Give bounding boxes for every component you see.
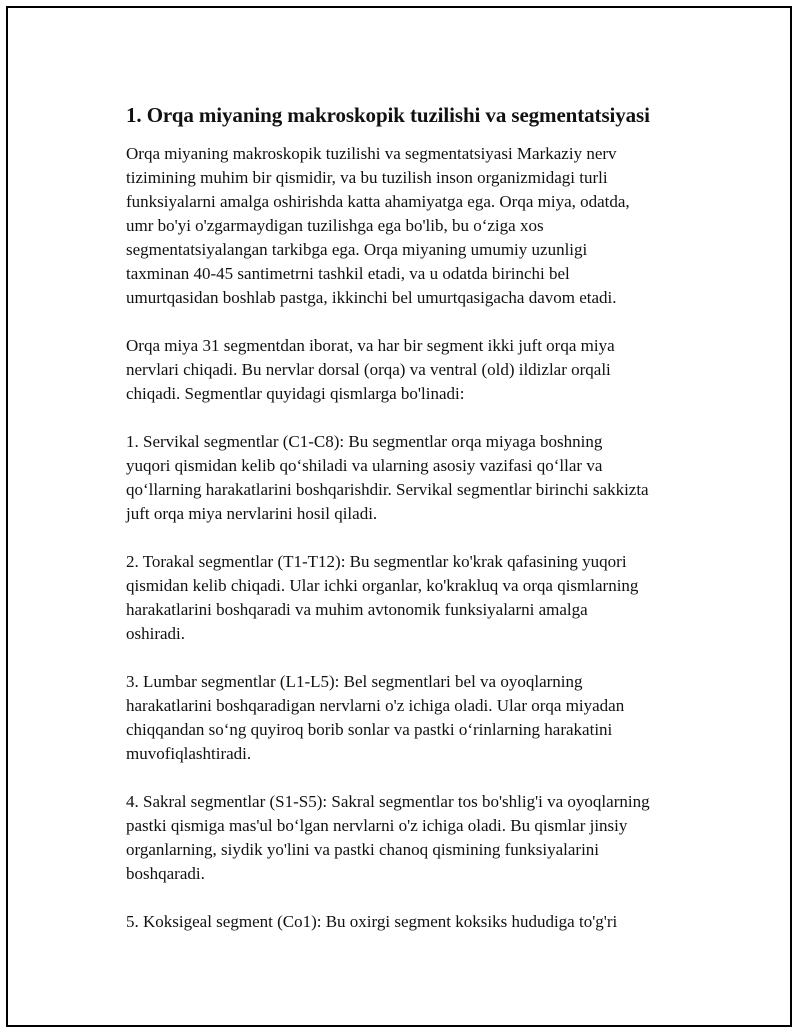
thoracic-segments-paragraph: 2. Torakal segmentlar (T1-T12): Bu segmentlar ko'krak qafasining yuqori qismidan kelib chiqadi. Ular ichki organlar, ko'krakluq va orqa qismlarning harakatlarini boshqaradi va muhim avtonomik funksiyalarni amalga oshiradi. [126,552,639,643]
section-heading: 1. Orqa miyaning makroskopik tuzilishi va segmentatsiyasi [126,103,650,127]
page-frame [6,6,792,1027]
sacral-segments-paragraph: 4. Sakral segmentlar (S1-S5): Sakral segmentlar tos bo'shlig'i va oyoqlarning pastki qismiga mas'ul bo‘lgan nervlarni o'z ichiga oladi. Bu qismlar jinsiy organlarning, siydik yo'lini va pastki chanoq qismining funksiyalarini boshqaradi. [126,792,650,883]
page-content [126,102,706,958]
coccygeal-segment-paragraph: 5. Koksigeal segment (Co1): Bu oxirgi segment koksiks hududiga to'g'ri [126,912,618,931]
cervical-segments-paragraph: 1. Servikal segmentlar (C1-C8): Bu segmentlar orqa miyaga boshning yuqori qismidan kelib qo‘shiladi va ularning asosiy vazifasi qo‘llar va qo‘llarning harakatlarini boshqarishdir. Servikal segmentlar birinchi sakkizta juft orqa miya nervlarini hosil qiladi. [126,432,649,523]
intro-paragraph: Orqa miyaning makroskopik tuzilishi va segmentatsiyasi Markaziy nerv tizimining muhim bir qismidir, va bu tuzilish inson organizmidagi turli funksiyalarni amalga oshirishda katta ahamiyatga ega. Orqa miya, odatda, umr bo'yi o'zgarmaydigan tuzilishga ega bo'lib, bu o‘ziga xos segmentatsiyalangan tarkibga ega. Orqa miyaning umumiy uzunligi taxminan 40-45 santimetrni tashkil etadi, va u odatda birinchi bel umurtqasidan boshlab pastga, ikkinchi bel umurtqasigacha davom etadi. [126,144,630,307]
segments-overview-paragraph: Orqa miya 31 segmentdan iborat, va har bir segment ikki juft orqa miya nervlari chiqadi. Bu nervlar dorsal (orqa) va ventral (old) ildizlar orqali chiqadi. Segmentlar quyidagi qismlarga bo'linadi: [126,336,615,403]
lumbar-segments-paragraph: 3. Lumbar segmentlar (L1-L5): Bel segmentlari bel va oyoqlarning harakatlarini boshqaradigan nervlarni o'z ichiga oladi. Ular orqa miyadan chiqqandan so‘ng quyiroq borib sonlar va pastki o‘rinlarning harakatini muvofiqlashtiradi. [126,672,625,763]
